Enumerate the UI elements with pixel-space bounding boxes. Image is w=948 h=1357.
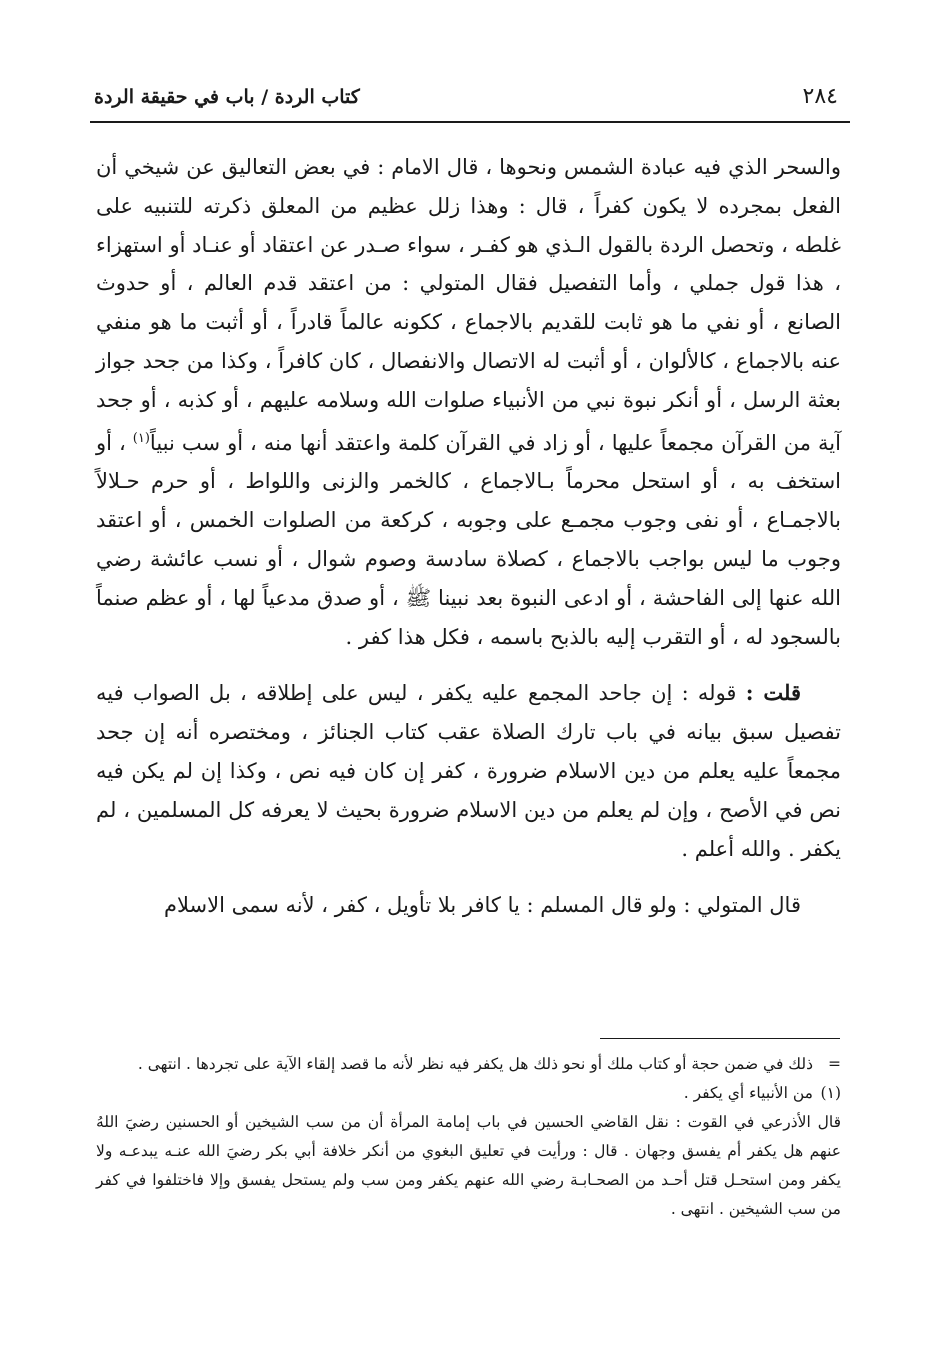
footnote-reference: (١) bbox=[132, 430, 150, 446]
footnote-marker: (١) bbox=[820, 1084, 841, 1102]
footnote-continuation bbox=[96, 1050, 841, 1079]
paragraph-text: قال المتولي : ولو قال المسلم : يا كافر بلا تأويل ، كفر ، لأنه سمى الاسلام bbox=[163, 893, 801, 918]
paragraph-lead: قلت : bbox=[745, 680, 801, 706]
footnote-text: من الأنبياء أي يكفر . bbox=[683, 1084, 813, 1102]
paragraph bbox=[96, 886, 841, 925]
footnote-text: ذلك في ضمن حجة أو كتاب ملك أو نحو ذلك هل يكفر فيه نظر لأنه ما قصد إلقاء الآية على تجردها . انتهى . bbox=[137, 1055, 813, 1073]
page-number: ٢٨٤ bbox=[802, 84, 838, 109]
paragraph-text: ، أو استخف به ، أو استحل محرماً بـالاجماع ، كالخمر والزنى واللواط ، أو حرم حـلالاً بالاجمـاع ، أو نفى وجوب مجمـع على وجوبه ، كركعة من الصلوات الخمس ، أو اعتقد وجوب ما ليس بواجب بالاجماع ، كصلاة سادسة وصوم شوال ، أو نسب عائشة رضي الله عنها إلى الفاحشة ، أو ادعى النبوة بعد نبينا ﷺ ، أو صدق مدعياً لها ، أو عظم صنماً بالسجود له ، أو التقرب إليه بالذبح باسمه ، فكل هذا كفر . bbox=[96, 430, 841, 649]
paragraph-text: والسحر الذي فيه عبادة الشمس ونحوها ، قال الامام : في بعض التعاليق عن شيخي أن الفعل بمجرده لا يكون كفراً ، قال : وهذا زلل عظيم من المعلق ذكرته للتنبيه على غلطه ، وتحصل الردة بالقول الـذي هو كفـر ، سواء صـدر عن اعتقاد أو عنـاد أو استهزاء ، هذا قول جملي ، وأما التفصيل فقال المتولي : من اعتقد قدم العالم ، أو حدوث الصانع ، أو نفي ما هو ثابت للقديم بالاجماع ، ككونه عالماً قادراً ، أو أثبت ما هو منفي عنه بالاجماع ، كالألوان ، أو أثبت له الاتصال والانفصال ، كان كافراً ، وكذا من جحد جواز بعثة الرسل ، أو أنكر نبوة نبي من الأنبياء صلوات الله وسلامه عليهم ، أو كذبه ، أو جحد آية من القرآن مجمعاً عليها ، أو زاد في القرآن كلمة واعتقد أنها منه ، أو سب نبياً bbox=[96, 155, 841, 455]
header-rule bbox=[90, 121, 850, 123]
main-text bbox=[96, 148, 841, 925]
continuation-marker: = bbox=[828, 1055, 841, 1073]
footnote-text: قال الأذرعي في القوت : نقل القاضي الحسين في باب إمامة المرأة أن من سب الشيخين أو الحسنين رضيَ اللهُ عنهم هل يكفر أم يفسق وجهان . قال : ورأيت في تعليق البغوي من أنكر خلافة أبي بكر رضيَ الله عنـه يبدعـه ولا يكفر ومن استحـل قتل أحـد من الصحـابـة رضي الله عنهم يكفر ومن سب ولم يستحل يفسق وإلا فاختلفوا في كفر من سب الشيخين . انتهى . bbox=[96, 1113, 841, 1218]
footnote bbox=[96, 1079, 841, 1108]
footnote-body bbox=[96, 1108, 841, 1224]
paragraph bbox=[96, 674, 841, 868]
footnote-rule bbox=[600, 1038, 840, 1039]
paragraph-text: قوله : إن جاحد المجمع عليه يكفر ، ليس على إطلاقه ، بل الصواب فيه تفصيل سبق بيانه في باب تارك الصلاة عقب كتاب الجنائز ، ومختصره أنه إن جحد مجمعاً عليه يعلم من دين الاسلام ضرورة ، كفر إن كان فيه نص ، وكذا إن لم يكن فيه نص في الأصح ، وإن لم يعلم من دين الاسلام ضرورة بحيث لا يعرفه كل المسلمين ، لم يكفر . والله أعلم . bbox=[96, 681, 841, 861]
page-header bbox=[90, 84, 850, 114]
footnotes bbox=[96, 1050, 841, 1224]
running-title: كتاب الردة / باب في حقيقة الردة bbox=[94, 86, 360, 108]
paragraph bbox=[96, 148, 841, 656]
